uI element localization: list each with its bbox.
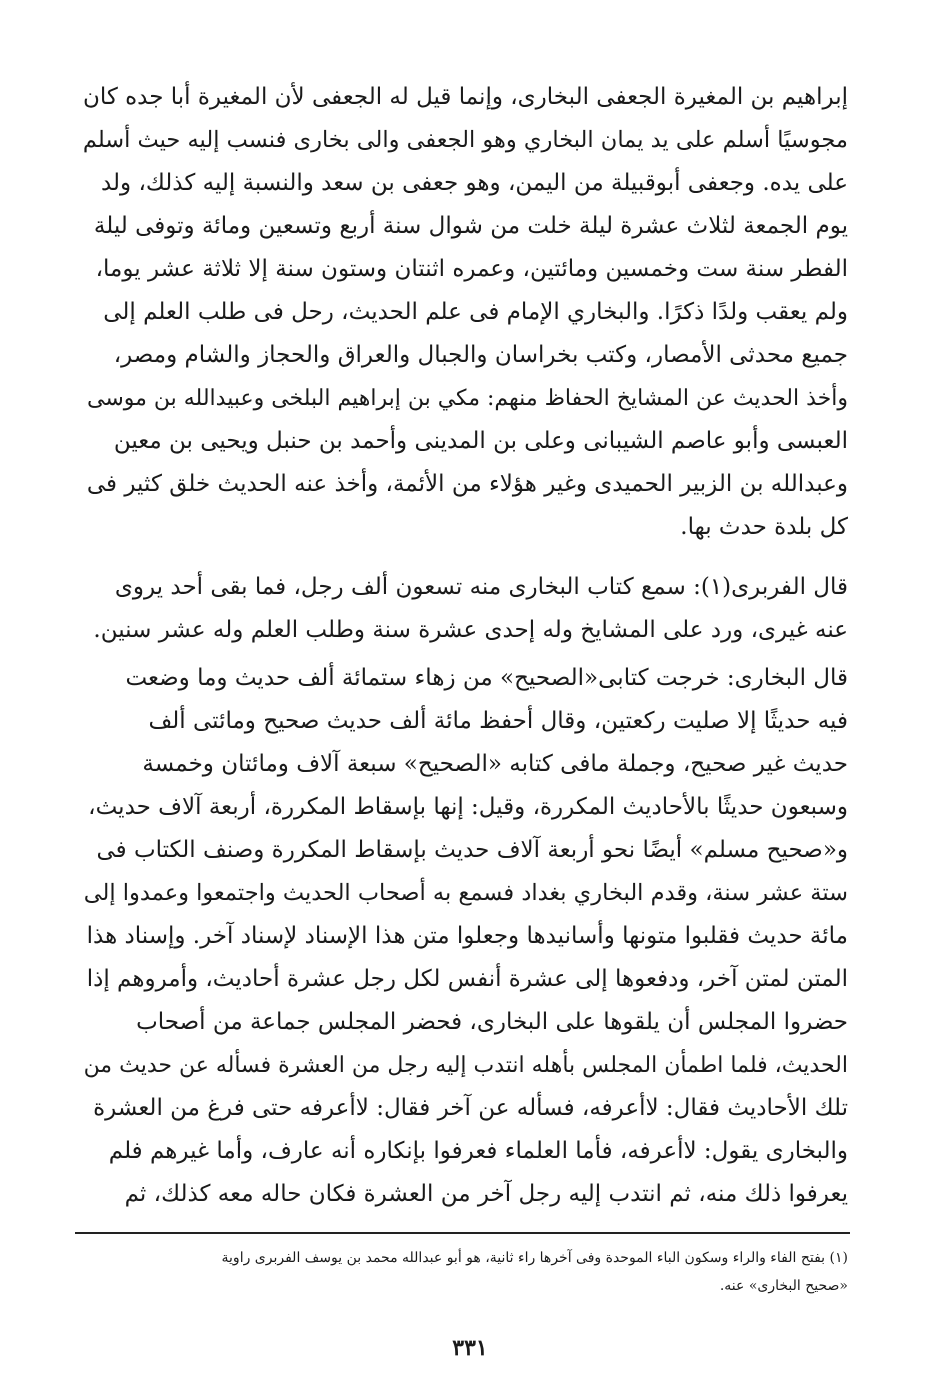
footnote-line: «صحيح البخارى» عنه. [719,1278,848,1294]
text-line: عنه غيرى، ورد على المشايخ وله إحدى عشرة سنة وطلب العلم وله عشر سنين. [93,617,848,643]
text-line: تلك الأحاديث فقال: لاأعرفه، فسأله عن آخر فقال: لاأعرفه حتى فرغ من العشرة [93,1095,848,1121]
text-line: قال البخارى: خرجت كتابى«الصحيح» من زهاء ستمائة ألف حديث وما وضعت [125,665,848,691]
text-line: يعرفوا ذلك منه، ثم انتدب إليه رجل آخر من العشرة فكان حاله معه كذلك، ثم [124,1181,848,1207]
text-line: والبخارى يقول: لاأعرفه، فأما العلماء فعرفوا بإنكاره أنه عارف، وأما غيرهم فلم [108,1138,848,1164]
paragraph-sahih [75,657,848,1216]
text-line: على يده. وجعفى أبوقبيلة من اليمن، وهو جعفى بن سعد والنسبة إليه كذلك، ولد [100,170,848,196]
paragraph-bukhari-biography [75,76,848,549]
text-line: حضروا المجلس أن يلقوها على البخارى، فحضر المجلس جماعة من أصحاب [136,1009,848,1035]
text-line: حديث غير صحيح، وجملة مافى كتابه «الصحيح» سبعة آلاف ومائتان وخمسة [142,751,848,777]
footnote-line: (١) بفتح الفاء والراء وسكون الباء الموحدة وفى آخرها راء ثانية، هو أبو عبدالله محمد بن يوسف الفربرى راوية [221,1250,848,1266]
text-line: وعبدالله بن الزبير الحميدى وغير هؤلاء من الأئمة، وأخذ عنه الحديث خلق كثير فى [86,471,848,497]
text-line: ولم يعقب ولدًا ذكرًا. والبخاري الإمام فى علم الحديث، رحل فى طلب العلم إلى [103,299,848,325]
text-line: العبسى وأبو عاصم الشيبانى وعلى بن المدينى وأحمد بن حنبل ويحيى بن معين [113,428,848,454]
footnote-divider [75,1232,850,1234]
text-line: وسبعون حديثًا بالأحاديث المكررة، وقيل: إنها بإسقاط المكررة، أربعة آلاف حديث، [88,794,848,820]
page-number: ٣٣١ [452,1335,488,1361]
text-line: كل بلدة حدث بها. [680,514,848,540]
text-line: ستة عشر سنة، وقدم البخاري بغداد فسمع به أصحاب الحديث واجتمعوا وعمدوا إلى [83,880,848,906]
text-line: مائة حديث فقلبوا متونها وأسانيدها وجعلوا متن هذا الإسناد لإسناد آخر. وإسناد هذا [86,923,848,949]
text-line: إبراهيم بن المغيرة الجعفى البخارى، وإنما قيل له الجعفى لأن المغيرة أبا جده كان [82,84,848,110]
text-line: و«صحيح مسلم» أيضًا نحو أربعة آلاف حديث بإسقاط المكررة وصنف الكتاب فى [96,837,848,863]
text-line: قال الفربرى(١): سمع كتاب البخارى منه تسعون ألف رجل، فما بقى أحد يروى [114,574,848,600]
text-line: مجوسيًا أسلم على يد يمان البخاري وهو الجعفى والى بخارى فنسب إليه حيث أسلم [82,127,848,153]
footnote [75,1244,848,1300]
text-line: وأخذ الحديث عن المشايخ الحفاظ منهم: مكي بن إبراهيم البلخى وعبيدالله بن موسى [86,386,848,411]
text-line: الفطر سنة ست وخمسين ومائتين، وعمره اثنتان وستون سنة إلا ثلاثة عشر يوما، [95,256,848,282]
text-line: فيه حديثًا إلا صليت ركعتين، وقال أحفظ مائة ألف حديث صحيح ومائتى ألف [148,708,848,734]
text-line: المتن لمتن آخر، ودفعوها إلى عشرة أنفس لكل رجل عشرة أحاديث، وأمروهم إذا [86,966,848,992]
paragraph-firabri [75,566,848,652]
text-line: جميع محدثى الأمصار، وكتب بخراسان والجبال والعراق والحجاز والشام ومصر، [113,342,848,368]
text-line: يوم الجمعة لثلاث عشرة ليلة خلت من شوال سنة أربع وتسعين ومائة وتوفى ليلة [93,213,848,239]
text-line: الحديث، فلما اطمأن المجلس بأهله انتدب إليه رجل من العشرة فسأله عن حديث من [83,1053,848,1078]
